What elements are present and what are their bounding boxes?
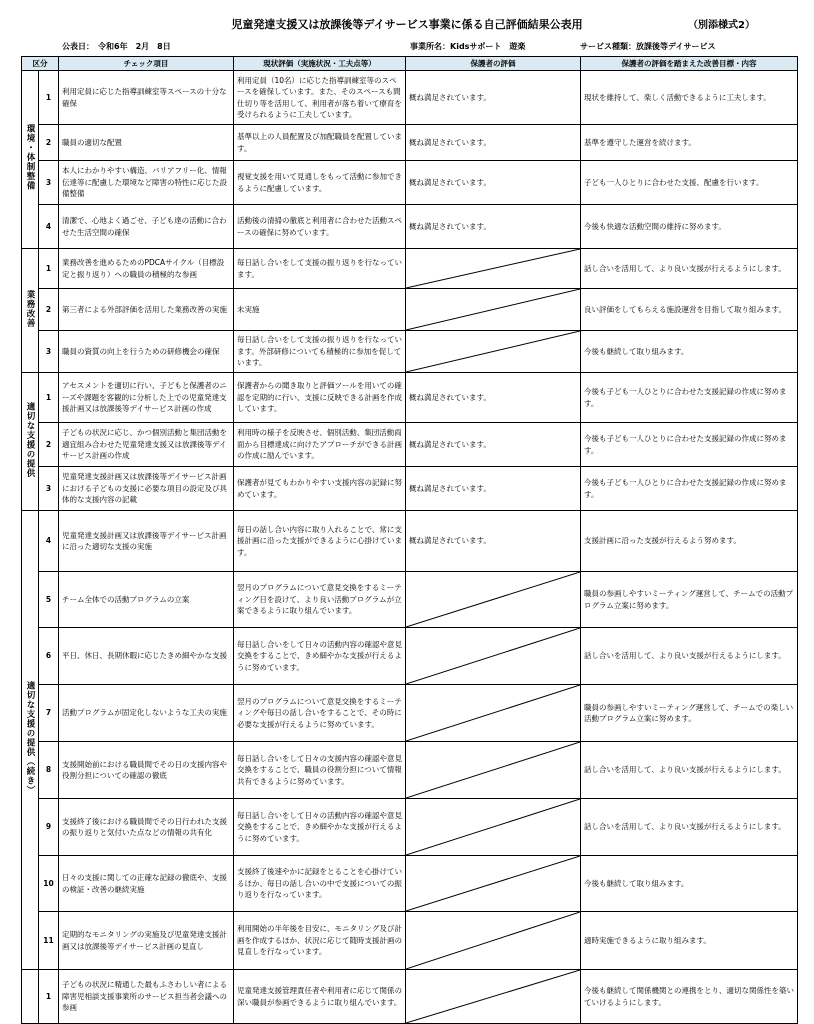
improvement-goal: 話し合いを活用して、より良い支援が行えるようにします。 [581,249,798,289]
check-item: 児童発達支援計画又は放課後等デイサービス計画における子どもの支援に必要な項目の設定及び具体的な支援内容の記載 [59,467,234,511]
table-row [22,423,798,467]
item-number: 1 [39,373,59,423]
improvement-goal: 支援計画に沿った支援が行えるよう努めます。 [581,511,798,572]
diagonal-line [406,742,580,798]
item-number: 10 [39,856,59,912]
improvement-goal: 職員の参画しやすいミーティング運営して、チームでの活動プログラム立案に努めます。 [581,572,798,628]
table-row [22,742,798,799]
guardian-evaluation-na [406,799,581,856]
check-item: 定期的なモニタリングの実施及び児童発達支援計画又は放課後等デイサービス計画の見直し [59,912,234,970]
improvement-goal: 適時実施できるように取り組みます。 [581,912,798,970]
current-status: 利用開始の半年後を目安に、モニタリング及び計画を作成するほか、状況に応じて随時支援計画の見直しを行なっています。 [234,912,406,970]
diagonal-line [406,970,580,1023]
item-number: 3 [39,467,59,511]
improvement-goal: 基準を遵守した運営を続けます。 [581,125,798,161]
check-item: 活動プログラムが固定化しないような工夫の実施 [59,685,234,742]
check-item: 子どもの状況に精通した最もふさわしい者による障害児相談支援事業所のサービス担当者会議への参画 [59,970,234,1024]
current-status: 利用定員（10名）に応じた指導訓練室等のスペースを確保しています。また、そのスペースも間仕切り等を活用して、利用者が落ち着いて療育を受けられるように工夫しています。 [234,71,406,125]
table-row [22,467,798,511]
current-status: 利用時の様子を反映させ、個別活動、集団活動両面から目標達成に向けたアプローチができる計画の作成に励んでいます。 [234,423,406,467]
current-status: 翌月のプログラムについて意見交換をするミーティング日を設けて、より良い活動プログラムが立案できるように取り組んでいます。 [234,572,406,628]
current-status: 毎日の話し合い内容に取り入れることで、常に支援計画に沿った支援ができるように心掛けています。 [234,511,406,572]
guardian-evaluation-na [406,912,581,970]
current-status: 毎日話し合いをして日々の活動内容の確認や意見交換をすることで、きめ細やかな支援が行えるように努めています。 [234,628,406,685]
check-item: 子どもの状況に応じ、かつ個別活動と集団活動を適宜組み合わせた児童発達支援又は放課後等デイサービス計画の作成 [59,423,234,467]
check-item: 職員の適切な配置 [59,125,234,161]
current-status: 毎日話し合いをして支援の振り返りを行なっています。外部研修についても積極的に参加を促しています。 [234,331,406,373]
table-row [22,205,798,249]
category-label: 適切な支援の提供（続き） [25,681,35,795]
document-title: 児童発達支援又は放課後等デイサービス事業に係る自己評価結果公表用 [231,18,583,31]
category-cell [22,373,39,511]
table-row [22,331,798,373]
item-number: 2 [39,289,59,331]
diagonal-line [406,856,580,911]
current-status: 保護者からの聞き取りと評価ツールを用いての確認を定期的に行い、支援に反映できる計画を作成しています。 [234,373,406,423]
check-item: 本人にわかりやすい構造、バリアフリー化、情報伝達等に配慮した環境など障害の特性に応じた設備整備 [59,161,234,205]
item-number: 1 [39,970,59,1024]
table-row [22,511,798,572]
improvement-goal: 子ども一人ひとりに合わせた支援、配慮を行います。 [581,161,798,205]
check-item: チーム全体での活動プログラムの立案 [59,572,234,628]
category-cell [22,249,39,373]
improvement-goal: 職員の参画しやすいミーティング運営して、チームでの楽しい活動プログラム立案に努めます。 [581,685,798,742]
item-number: 9 [39,799,59,856]
check-item: 職員の資質の向上を行うための研修機会の確保 [59,331,234,373]
item-number: 5 [39,572,59,628]
current-status: 毎日話し合いをして日々の活動内容の確認や意見交換をすることで、きめ細やかな支援が行えるように努めています。 [234,799,406,856]
improvement-goal: 話し合いを活用して、より良い支援が行えるようにします。 [581,742,798,799]
current-status: 毎日話し合いをして支援の振り返りを行なっています。 [234,249,406,289]
service-type: サービス種類：放課後等デイサービス [580,42,716,51]
diagonal-line [406,289,580,330]
improvement-goal: 話し合いを活用して、より良い支援が行えるようにします。 [581,628,798,685]
publish-date: 公表日： 令和6年 2月 8日 [62,42,171,51]
item-number: 4 [39,205,59,249]
table-row [22,71,798,125]
item-number: 1 [39,249,59,289]
guardian-evaluation: 概ね満足されています。 [406,205,581,249]
check-item: 清潔で、心地よく過ごせ、子ども達の活動に合わせた生活空間の確保 [59,205,234,249]
diagonal-line [406,912,580,969]
guardian-evaluation-na [406,628,581,685]
item-number: 3 [39,331,59,373]
header-guardian-eval: 保護者の評価 [406,57,581,71]
table-row [22,685,798,742]
improvement-goal: 現状を維持して、楽しく活動できるように工夫します。 [581,71,798,125]
current-status: 未実施 [234,289,406,331]
check-item: 第三者による外部評価を活用した業務改善の実施 [59,289,234,331]
check-item: アセスメントを適切に行い、子どもと保護者のニーズや課題を客観的に分析した上での児童発達支援計画又は放課後等デイサービス計画の作成 [59,373,234,423]
diagonal-line [406,331,580,372]
item-number: 3 [39,161,59,205]
category-cell [22,71,39,249]
improvement-goal: 今後も子ども一人ひとりに合わせた支援記録の作成に努めます。 [581,467,798,511]
guardian-evaluation: 概ね満足されています。 [406,71,581,125]
improvement-goal: 今後も継続して取り組みます。 [581,331,798,373]
item-number: 7 [39,685,59,742]
current-status: 支援終了後速やかに記録をとることを心掛けているほか、毎日の話し合いの中で支援についての振り返りを行なっています。 [234,856,406,912]
form-id: （別添様式2） [688,20,755,31]
category-cell [22,511,39,970]
item-number: 8 [39,742,59,799]
category-label: 環境・体制整備 [25,124,35,191]
guardian-evaluation-na [406,289,581,331]
current-status: 視覚支援を用いて見通しをもって活動に参加できるように配慮しています。 [234,161,406,205]
current-status: 基準以上の人員配置及び加配職員を配置しています。 [234,125,406,161]
diagonal-line [406,685,580,741]
guardian-evaluation: 概ね満足されています。 [406,161,581,205]
table-row [22,125,798,161]
diagonal-line [406,249,580,288]
current-status: 保護者が見てもわかりやすい支援内容の記録に努めています。 [234,467,406,511]
check-item: 支援終了後における職員間でその日行われた支援の振り返りと気付いた点などの情報の共有化 [59,799,234,856]
diagonal-line [406,628,580,684]
diagonal-line [406,572,580,627]
table-row [22,970,798,1024]
guardian-evaluation: 概ね満足されています。 [406,373,581,423]
guardian-evaluation-na [406,970,581,1024]
improvement-goal: 今後も快適な活動空間の維持に努めます。 [581,205,798,249]
guardian-evaluation: 概ね満足されています。 [406,125,581,161]
table-row [22,628,798,685]
guardian-evaluation: 概ね満足されています。 [406,423,581,467]
header-current-status: 現状評価（実施状況・工夫点等） [234,57,406,71]
guardian-evaluation-na [406,685,581,742]
item-number: 2 [39,125,59,161]
guardian-evaluation-na [406,742,581,799]
guardian-evaluation-na [406,856,581,912]
table-row [22,912,798,970]
table-row [22,289,798,331]
item-number: 2 [39,423,59,467]
category-label: 業務改善 [25,289,35,328]
diagonal-line [406,799,580,855]
guardian-evaluation-na [406,249,581,289]
check-item: 業務改善を進めるためのPDCAサイクル（目標設定と振り返り）への職員の積極的な参画 [59,249,234,289]
improvement-goal: 今後も子ども一人ひとりに合わせた支援記録の作成に努めます。 [581,373,798,423]
header-category: 区分 [22,57,59,71]
item-number: 1 [39,71,59,125]
table-row [22,572,798,628]
guardian-evaluation-na [406,572,581,628]
item-number: 4 [39,511,59,572]
check-item: 平日、休日、長期休暇に応じたきめ細やかな支援 [59,628,234,685]
current-status: 翌月のプログラムについて意見交換をするミーティングや毎日の話し合いをすることで、その時に必要な支援が行えるように努めています。 [234,685,406,742]
table-row [22,161,798,205]
category-cell [22,970,39,1024]
self-evaluation-table [21,56,798,1024]
improvement-goal: 今後も子ども一人ひとりに合わせた支援記録の作成に努めます。 [581,423,798,467]
item-number: 6 [39,628,59,685]
header-check-item: チェック項目 [59,57,234,71]
improvement-goal: 今後も継続して取り組みます。 [581,856,798,912]
current-status: 児童発達支援管理責任者や利用者に応じて関係の深い職員が参画できるように取り組んでいます。 [234,970,406,1024]
table-row [22,856,798,912]
check-item: 支援開始前における職員間でその日の支援内容や役割分担についての確認の徹底 [59,742,234,799]
guardian-evaluation: 概ね満足されています。 [406,511,581,572]
table-row [22,799,798,856]
current-status: 毎日話し合いをして日々の支援内容の確認や意見交換をすることで、職員の役割分担について情報共有できるように努めています。 [234,742,406,799]
guardian-evaluation: 概ね満足されています。 [406,467,581,511]
check-item: 利用定員に応じた指導訓練室等スペースの十分な確保 [59,71,234,125]
office-name: 事業所名：Kidsサポート 遊楽 [410,42,526,51]
table-row [22,249,798,289]
guardian-evaluation-na [406,331,581,373]
improvement-goal: 今後も継続して関係機関との連携をとり、適切な関係性を築いていけるようにします。 [581,970,798,1024]
check-item: 日々の支援に関しての正確な記録の徹底や、支援の検証・改善の継続実施 [59,856,234,912]
current-status: 活動後の清掃の徹底と利用者に合わせた活動スペースの確保に努めています。 [234,205,406,249]
item-number: 11 [39,912,59,970]
improvement-goal: 話し合いを活用して、より良い支援が行えるようにします。 [581,799,798,856]
header-improvement-goal: 保護者の評価を踏まえた改善目標・内容 [581,57,798,71]
check-item: 児童発達支援計画又は放課後等デイサービス計画に沿った適切な支援の実施 [59,511,234,572]
improvement-goal: 良い評価をしてもらえる施設運営を目指して取り組みます。 [581,289,798,331]
category-label: 適切な支援の提供 [25,401,35,478]
table-row [22,373,798,423]
